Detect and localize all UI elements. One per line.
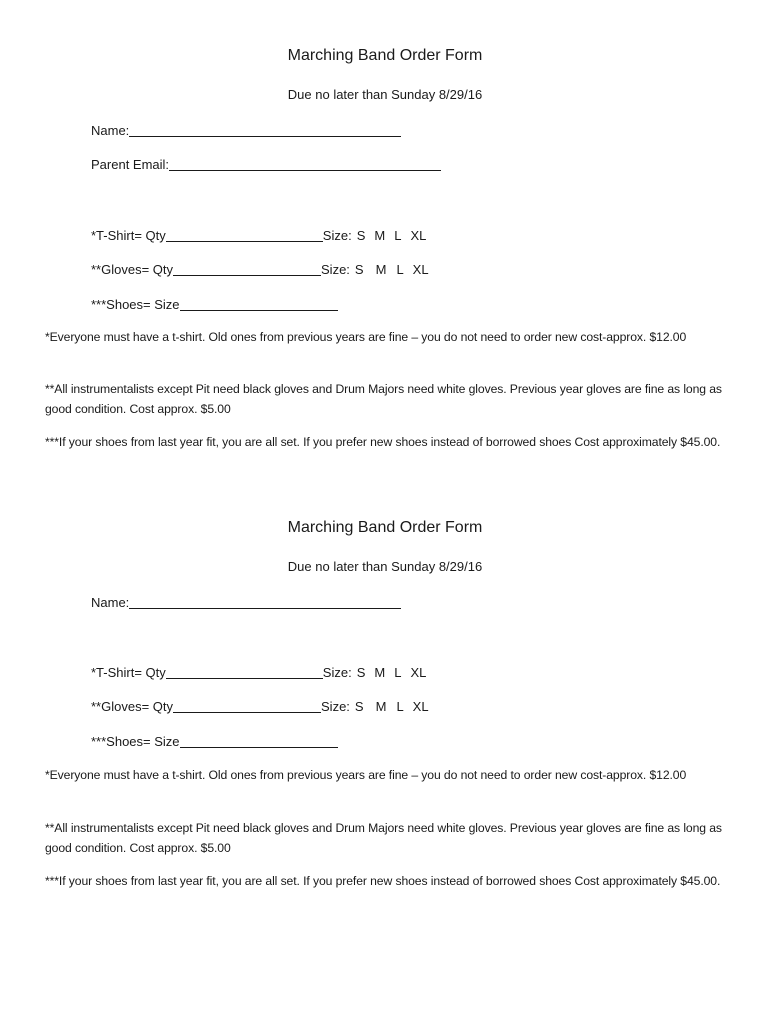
- parent-email-field[interactable]: [169, 156, 441, 171]
- gloves-size-l[interactable]: L: [396, 262, 404, 277]
- order-form-2: [0, 472, 770, 932]
- tshirt-note: *Everyone must have a t-shirt. Old ones from previous years are fine – you do not need to order new cost-approx. $12.00: [45, 768, 687, 782]
- tshirt-size-label: Size:: [322, 228, 352, 243]
- name-field[interactable]: [129, 122, 401, 137]
- gloves-row: [91, 259, 429, 277]
- shoes-row: [91, 731, 338, 749]
- gloves-qty-field[interactable]: [173, 261, 321, 276]
- tshirt-note: *Everyone must have a t-shirt. Old ones from previous years are fine – you do not need to order new cost-approx. $12.00: [45, 330, 687, 344]
- gloves-label: **Gloves= Qty: [91, 699, 174, 714]
- shoes-note: ***If your shoes from last year fit, you are all set. If you prefer new shoes instead of borrowed shoes Cost approximately $45.00.: [45, 435, 721, 449]
- shoes-label: ***Shoes= Size: [91, 734, 180, 749]
- shoes-note: ***If your shoes from last year fit, you are all set. If you prefer new shoes instead of borrowed shoes Cost approximately $45.00.: [45, 874, 721, 888]
- due-date: Due no later than Sunday 8/29/16: [287, 87, 483, 102]
- tshirt-size-xl[interactable]: XL: [410, 228, 427, 243]
- gloves-size-xl[interactable]: XL: [412, 262, 429, 277]
- form-title: Marching Band Order Form: [287, 519, 483, 536]
- name-label: Name:: [91, 123, 130, 138]
- gloves-size-xl[interactable]: XL: [412, 699, 429, 714]
- gloves-size-l[interactable]: L: [396, 699, 404, 714]
- gloves-note: **All instrumentalists except Pit need black gloves and Drum Majors need white gloves. Previous year gloves are fine as long as good condition. Cost approx. $5.00: [45, 382, 722, 416]
- shoes-size-field[interactable]: [180, 733, 338, 748]
- shoes-label: ***Shoes= Size: [91, 297, 180, 312]
- gloves-note: **All instrumentalists except Pit need black gloves and Drum Majors need white gloves. Previous year gloves are fine as long as good condition. Cost approx. $5.00: [45, 821, 722, 855]
- gloves-label: **Gloves= Qty: [91, 262, 174, 277]
- tshirt-size-xl[interactable]: XL: [410, 665, 427, 680]
- form-title: Marching Band Order Form: [287, 47, 483, 64]
- tshirt-row: [91, 225, 426, 243]
- gloves-qty-field[interactable]: [173, 698, 321, 713]
- parent-email-row: [91, 154, 441, 172]
- tshirt-size-m[interactable]: M: [374, 665, 386, 680]
- shoes-row: [91, 294, 338, 312]
- due-date: Due no later than Sunday 8/29/16: [287, 559, 483, 574]
- name-row: [91, 120, 401, 138]
- gloves-size-label: Size:: [321, 699, 350, 714]
- name-field[interactable]: [129, 594, 401, 609]
- tshirt-size-s[interactable]: S: [356, 228, 366, 243]
- name-row: [91, 592, 401, 610]
- tshirt-label: *T-Shirt= Qty: [91, 665, 166, 680]
- tshirt-row: [91, 662, 426, 680]
- tshirt-qty-field[interactable]: [166, 664, 323, 679]
- gloves-size-m[interactable]: M: [375, 699, 387, 714]
- parent-email-label: Parent Email:: [91, 157, 170, 172]
- gloves-row: [91, 696, 429, 714]
- order-form-1: [0, 0, 770, 460]
- tshirt-size-s[interactable]: S: [356, 665, 366, 680]
- tshirt-size-l[interactable]: L: [394, 228, 402, 243]
- tshirt-size-label: Size:: [322, 665, 352, 680]
- shoes-size-field[interactable]: [180, 296, 338, 311]
- tshirt-size-l[interactable]: L: [394, 665, 402, 680]
- tshirt-size-m[interactable]: M: [374, 228, 386, 243]
- gloves-size-label: Size:: [321, 262, 350, 277]
- tshirt-label: *T-Shirt= Qty: [91, 228, 166, 243]
- name-label: Name:: [91, 595, 130, 610]
- gloves-size-s[interactable]: S: [354, 262, 364, 277]
- tshirt-qty-field[interactable]: [166, 227, 323, 242]
- gloves-size-m[interactable]: M: [375, 262, 387, 277]
- gloves-size-s[interactable]: S: [354, 699, 364, 714]
